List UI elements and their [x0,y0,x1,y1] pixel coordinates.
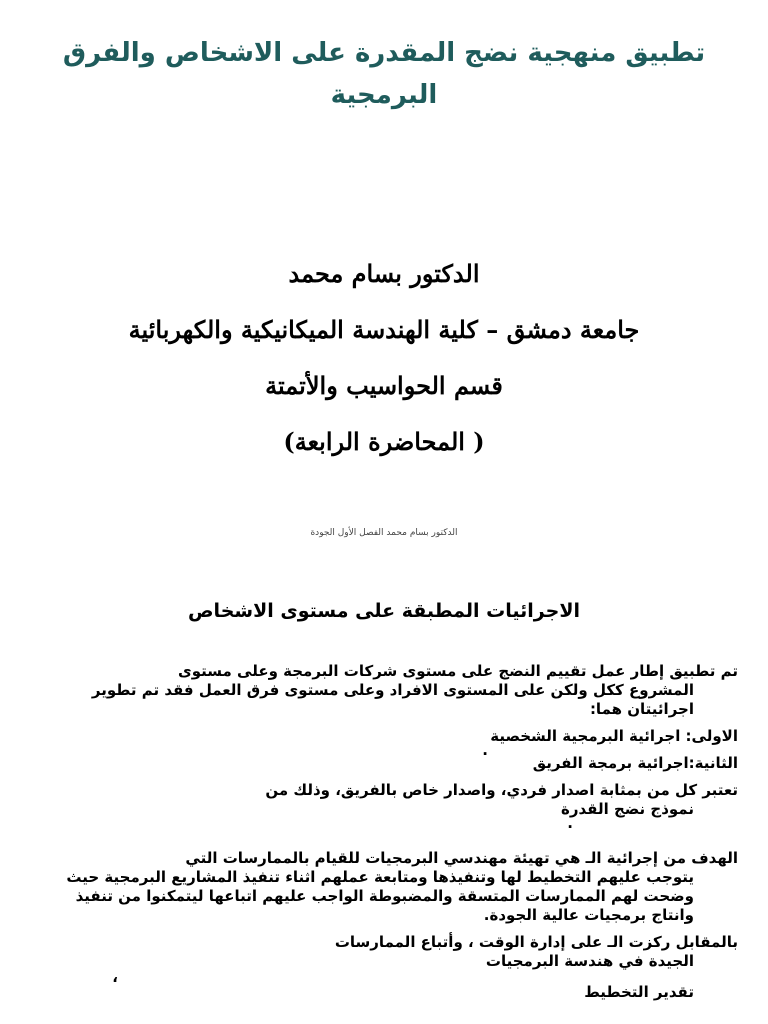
body-line: نموذج نضج القدرة [561,800,694,818]
body-text [30,662,738,1002]
body-line: وضحت لهم الممارسات المتسقة والمضبوطة الواجب عليهم اتباعها ليتمكنوا من تنفيذ [75,887,694,905]
body-line: يتوجب عليهم التخطيط لها وتنفيذها ومتابعة عملهم اثناء تنفيذ المشاريع البرمجية حيث [66,868,694,886]
slide-title [40,32,728,116]
title-line-1: تطبيق منهجية نضج المقدرة على الاشخاص والفرق [62,38,706,68]
author-name: الدكتور بسام محمد [288,259,480,288]
title-line-2: البرمجية [330,80,438,110]
body-line: الاولى: اجرائية البرمجية الشخصية [490,727,738,745]
body-line: . [567,814,573,832]
body-line: الهدف من إجرائية الـ هي تهيئة مهندسي البرمجيات للقيام بالممارسات التي [185,849,738,867]
body-line: تعتبر كل من بمثابة اصدار فردي، واصدار خاص بالفريق، وذلك من [265,781,738,799]
body-line: تقدير التخطيط [584,983,694,1001]
department-name: قسم الحواسيب والأتمتة [265,371,503,400]
body-line: ، [112,968,118,986]
body-line: اجرائيتان هما: [589,700,694,718]
body-line: الثانية:اجرائية برمجة الفريق [532,754,738,772]
section-heading: الاجرائيات المطبقة على مستوى الاشخاص [188,600,580,622]
body-line: وانتاج برمجيات عالية الجودة. [483,906,694,924]
body-line: المشروع ككل ولكن على المستوى الافراد وعلى مستوى فرق العمل فقد تم تطوير [91,681,694,699]
lecture-label: ( المحاضرة الرابعة) [283,427,485,456]
body-line: الجيدة في هندسة البرمجيات [485,952,694,970]
slide-footer: الدكتور بسام محمد الفصل الأول الجودة [310,528,458,538]
author-block [40,246,728,470]
university-name: جامعة دمشق – كلية الهندسة الميكانيكية والكهربائية [128,315,640,344]
body-line: . [482,741,488,759]
body-line: تم تطبيق إطار عمل تقييم النضج على مستوى شركات البرمجة وعلى مستوى [177,662,738,680]
body-line: بالمقابل ركزت الـ على إدارة الوقت ، وأتباع الممارسات [334,933,738,951]
